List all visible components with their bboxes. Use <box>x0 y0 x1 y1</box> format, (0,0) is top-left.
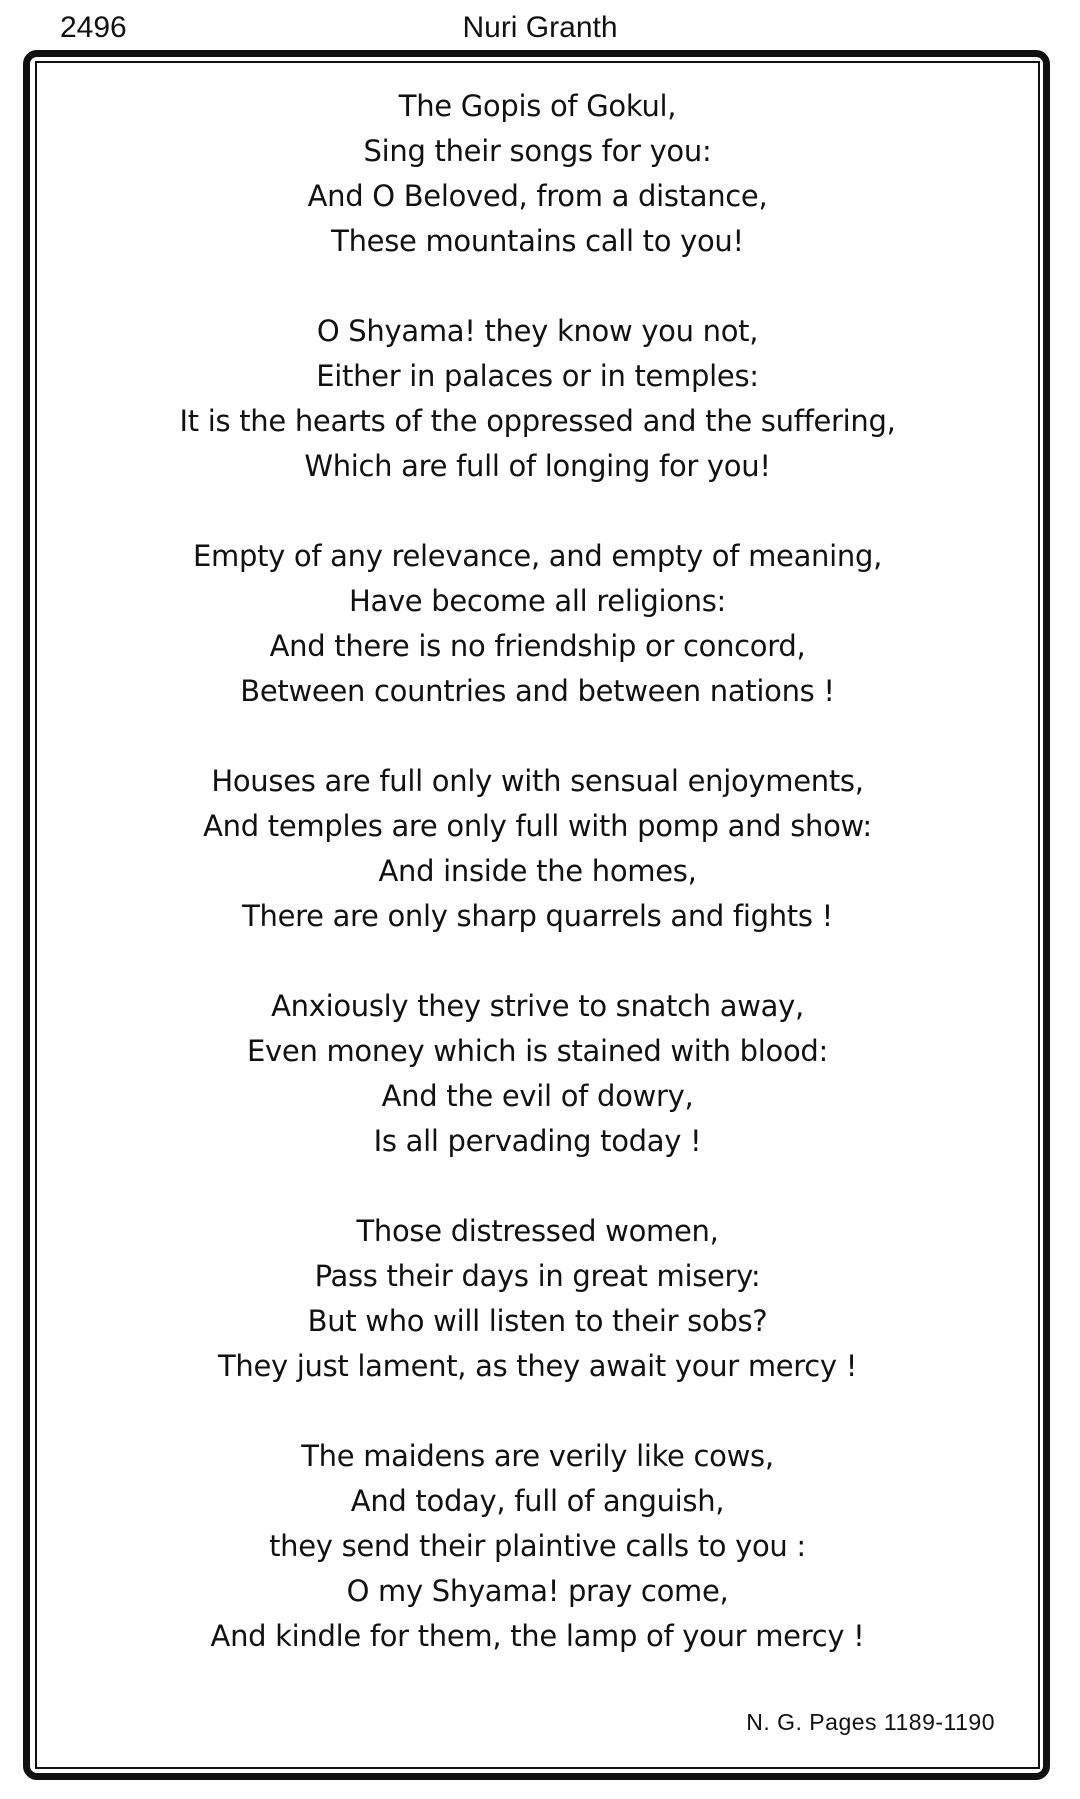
stanza-6 <box>37 1209 1038 1389</box>
poem-line: Anxiously they strive to snatch away, <box>271 989 804 1023</box>
poem-line: And O Beloved, from a distance, <box>307 179 768 213</box>
stanza-5 <box>37 984 1038 1164</box>
running-title: Nuri Granth <box>462 11 618 44</box>
poem-line: Which are full of longing for you! <box>304 449 771 483</box>
poem-line: Houses are full only with sensual enjoyments, <box>211 764 864 798</box>
poem-line: And kindle for them, the lamp of your mercy ! <box>210 1619 865 1653</box>
poem-line: Those distressed women, <box>356 1214 719 1248</box>
poem-line: they send their plaintive calls to you : <box>269 1529 806 1563</box>
poem-line: And temples are only full with pomp and show: <box>203 809 872 843</box>
poem-line: O Shyama! they know you not, <box>316 314 759 348</box>
page-number: 2496 <box>60 11 127 44</box>
poem-line: These mountains call to you! <box>331 224 744 258</box>
poem-line: There are only sharp quarrels and fights ! <box>242 899 833 933</box>
stanza-7 <box>37 1434 1038 1659</box>
poem-line: Have become all religions: <box>348 584 727 618</box>
stanza-2 <box>37 309 1038 489</box>
poem-line: And there is no friendship or concord, <box>269 629 806 663</box>
poem-line: And inside the homes, <box>378 854 697 888</box>
stanza-4 <box>37 759 1038 939</box>
poem-line: They just lament, as they await your mercy ! <box>217 1349 858 1383</box>
poem-line: Empty of any relevance, and empty of meaning, <box>192 539 882 573</box>
source-reference: N. G. Pages 1189-1190 <box>746 1709 995 1735</box>
poem-line: Pass their days in great misery: <box>314 1259 761 1293</box>
stanza-3 <box>37 534 1038 714</box>
poem-line: Between countries and between nations ! <box>240 674 835 708</box>
poem-line: And today, full of anguish, <box>350 1484 725 1518</box>
poem-line: And the evil of dowry, <box>381 1079 694 1113</box>
poem-line: Even money which is stained with blood: <box>247 1034 828 1068</box>
poem-line: It is the hearts of the oppressed and the suffering, <box>179 404 896 438</box>
stanza-1 <box>37 84 1038 264</box>
poem-body <box>37 84 1038 1659</box>
poem-line: O my Shyama! pray come, <box>346 1574 729 1608</box>
poem-line: But who will listen to their sobs? <box>307 1304 768 1338</box>
poem-line: Either in palaces or in temples: <box>316 359 759 393</box>
poem-line: The maidens are verily like cows, <box>301 1439 774 1473</box>
poem-line: Is all pervading today ! <box>373 1124 702 1158</box>
poem-line: The Gopis of Gokul, <box>398 89 677 123</box>
poem-line: Sing their songs for you: <box>363 134 712 168</box>
